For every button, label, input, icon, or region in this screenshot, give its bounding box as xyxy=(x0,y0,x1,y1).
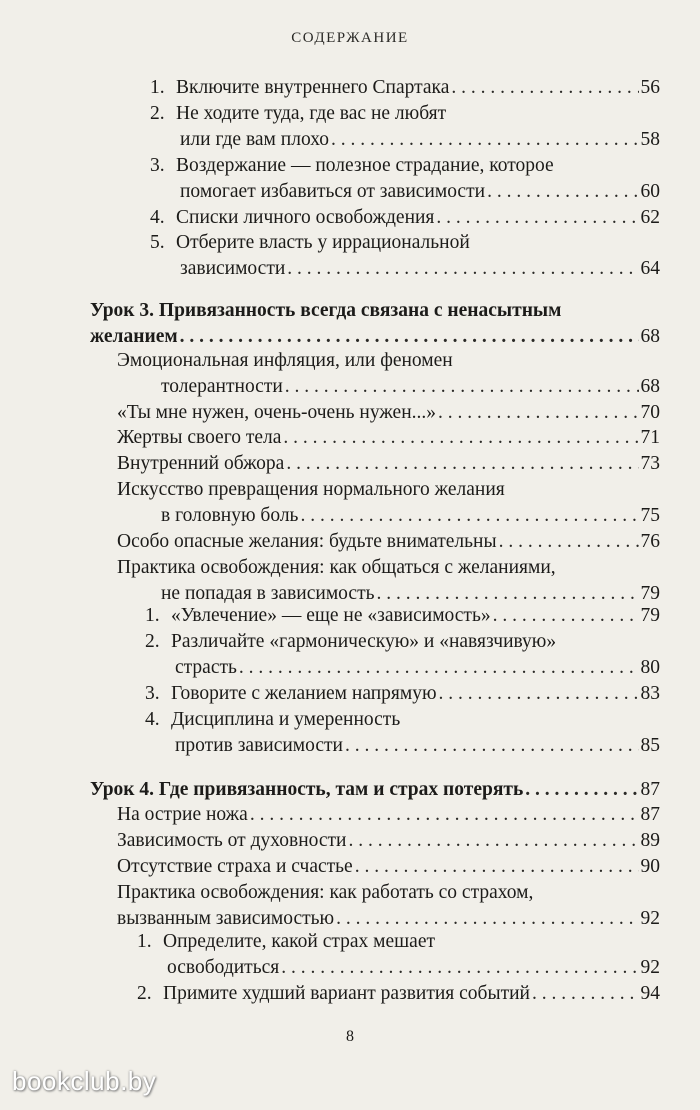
toc-page-ref: 79 xyxy=(640,583,660,604)
toc-page-ref: 79 xyxy=(640,605,660,626)
toc-page-ref: 71 xyxy=(640,427,660,448)
toc-entry-text: Урок 4. Где привязанность, там и страх потерять xyxy=(90,779,524,800)
toc-entry xyxy=(145,629,660,681)
toc-entry-text: против зависимости xyxy=(175,735,343,756)
toc-entry-text: желанием xyxy=(90,326,178,347)
dot-leader xyxy=(436,205,638,231)
toc-entry-text: Практика освобождения: как общаться с желаниями, xyxy=(117,557,556,578)
toc-entry-line xyxy=(150,179,660,205)
toc-entry-line xyxy=(150,205,660,231)
dot-leader xyxy=(285,374,639,400)
dot-leader xyxy=(439,681,639,707)
toc-page-ref: 60 xyxy=(640,181,660,202)
toc-entry xyxy=(150,153,660,205)
toc-page-ref: 73 xyxy=(640,453,660,474)
toc-entry-line xyxy=(145,681,660,707)
dot-leader xyxy=(355,854,639,880)
toc-entry-text: Зависимость от духовности xyxy=(117,830,347,851)
dot-leader xyxy=(451,75,638,101)
toc-entry-text: Говорите с желанием напрямую xyxy=(171,683,437,704)
toc-entry-line xyxy=(150,127,660,153)
toc-entry-text: Примите худший вариант развития событий xyxy=(163,983,530,1004)
toc-entry xyxy=(150,75,660,101)
toc-entry-text: толерантности xyxy=(161,376,283,397)
toc-entry xyxy=(117,425,660,451)
toc-entry-line xyxy=(145,629,660,655)
toc-entry-text: «Увлечение» — еще не «зависимость» xyxy=(171,605,491,626)
toc-entry-text: страсть xyxy=(175,657,237,678)
toc-entry-text: зависимости xyxy=(180,258,286,279)
toc-entry-text: «Ты мне нужен, очень-очень нужен...» xyxy=(117,402,437,423)
toc-page-ref: 85 xyxy=(640,735,660,756)
toc-entry-line xyxy=(117,503,660,529)
watermark-logo: bookclub.by xyxy=(12,1066,157,1096)
toc-page-ref: 58 xyxy=(640,129,660,150)
toc-entry xyxy=(117,880,660,932)
toc-entry xyxy=(117,802,660,828)
toc-entry-text: Практика освобождения: как работать со страхом, xyxy=(117,882,534,903)
toc-entry xyxy=(145,681,660,707)
toc-entry-number: 5. xyxy=(150,232,165,253)
dot-leader xyxy=(239,655,639,681)
dot-leader xyxy=(493,603,639,629)
toc-entry-text: или где вам плохо xyxy=(180,129,329,150)
toc-entry-text: Списки личного освобождения xyxy=(176,207,435,228)
toc-page-ref: 87 xyxy=(640,804,660,825)
toc-entry-line xyxy=(137,955,660,981)
toc-entry-line xyxy=(90,324,660,350)
toc-entry-text: Искусство превращения нормального желания xyxy=(117,479,505,500)
dot-leader xyxy=(345,733,639,759)
toc-entry xyxy=(117,854,660,880)
dot-leader xyxy=(283,425,638,451)
dot-leader xyxy=(532,981,639,1007)
toc-entry-line xyxy=(137,929,660,955)
dot-leader xyxy=(349,828,639,854)
dot-leader xyxy=(331,127,639,153)
toc-entry-text: Воздержание — полезное страдание, которое xyxy=(176,155,554,176)
toc-entry xyxy=(137,929,660,981)
toc-entry-line xyxy=(150,101,660,127)
toc-entry xyxy=(90,777,660,803)
toc-entry-text: Особо опасные желания: будьте внимательны xyxy=(117,531,497,552)
toc-entry-text: освободиться xyxy=(167,957,280,978)
toc-entry xyxy=(150,101,660,153)
dot-leader xyxy=(286,451,638,477)
toc-entry xyxy=(137,981,660,1007)
toc-entry xyxy=(117,451,660,477)
toc-page-ref: 76 xyxy=(640,531,660,552)
dot-leader xyxy=(250,802,639,828)
toc-entry-text: Эмоциональная инфляция, или феномен xyxy=(117,350,453,371)
toc-entry-line xyxy=(150,75,660,101)
toc-entry-line xyxy=(117,854,660,880)
toc-entry xyxy=(150,205,660,231)
toc-entry-text: Внутренний обжора xyxy=(117,453,285,474)
toc-entry xyxy=(117,555,660,607)
toc-entry-line xyxy=(117,374,660,400)
toc-entry-line xyxy=(117,477,660,503)
toc-entry-line xyxy=(145,655,660,681)
dot-leader xyxy=(180,324,639,350)
toc-entry-line xyxy=(145,707,660,733)
toc-entry-number: 1. xyxy=(145,605,160,626)
toc-entry xyxy=(117,477,660,529)
toc-entry-line xyxy=(117,529,660,555)
toc-entry-number: 4. xyxy=(150,207,165,228)
running-head: СОДЕРЖАНИЕ xyxy=(291,30,409,46)
toc-page-ref: 75 xyxy=(640,505,660,526)
toc-entry-text: вызванным зависимостью xyxy=(117,908,335,929)
toc-entry xyxy=(145,707,660,759)
toc-entry-text: Дисциплина и умеренность xyxy=(171,709,401,730)
toc-entry-number: 4. xyxy=(145,709,160,730)
toc-entry-line xyxy=(90,298,660,324)
toc-entry xyxy=(117,400,660,426)
toc-entry xyxy=(117,529,660,555)
toc-entry-number: 1. xyxy=(150,77,165,98)
toc-entry-text: в головную боль xyxy=(161,505,299,526)
toc-entry-text: не попадая в зависимость xyxy=(161,583,375,604)
toc-entry-text: На острие ножа xyxy=(117,804,248,825)
toc-entry-line xyxy=(117,828,660,854)
dot-leader xyxy=(281,955,638,981)
toc-entry-text: Жертвы своего тела xyxy=(117,427,282,448)
toc-entry-line xyxy=(150,256,660,282)
dot-leader xyxy=(438,400,638,426)
toc-page-ref: 92 xyxy=(640,908,660,929)
toc-entry-text: Отберите власть у иррациональной xyxy=(176,232,470,253)
toc-page-ref: 62 xyxy=(640,207,660,228)
toc-entry-number: 1. xyxy=(137,931,152,952)
page-number: 8 xyxy=(346,1028,354,1045)
toc-entry-text: Отсутствие страха и счастье xyxy=(117,856,353,877)
toc-entry-line xyxy=(117,425,660,451)
toc-entry-number: 2. xyxy=(150,103,165,124)
toc-page-ref: 68 xyxy=(640,376,660,397)
toc-page-ref: 70 xyxy=(640,402,660,423)
toc-entry-number: 3. xyxy=(145,683,160,704)
toc-entry xyxy=(150,230,660,282)
dot-leader xyxy=(499,529,639,555)
toc-entry-number: 3. xyxy=(150,155,165,176)
toc-entry-text: помогает избавиться от зависимости xyxy=(180,181,486,202)
toc-entry-line xyxy=(137,981,660,1007)
toc-entry-line xyxy=(117,400,660,426)
toc-entry-line xyxy=(117,451,660,477)
toc-page-ref: 92 xyxy=(640,957,660,978)
toc-page-ref: 83 xyxy=(640,683,660,704)
toc-entry-number: 2. xyxy=(137,983,152,1004)
toc-page-ref: 90 xyxy=(640,856,660,877)
dot-leader xyxy=(287,256,638,282)
toc-entry xyxy=(117,828,660,854)
dot-leader xyxy=(487,179,638,205)
toc-entry-text: Урок 3. Привязанность всегда связана с ненасытным xyxy=(90,300,562,321)
toc-entry xyxy=(117,348,660,400)
toc-entry-line xyxy=(117,555,660,581)
toc-page-ref: 87 xyxy=(640,779,660,800)
toc-entry-text: Определите, какой страх мешает xyxy=(163,931,436,952)
toc-entry-line xyxy=(145,733,660,759)
toc-entry-text: Не ходите туда, где вас не любят xyxy=(176,103,447,124)
toc-page-ref: 89 xyxy=(640,830,660,851)
dot-leader xyxy=(300,503,638,529)
toc-entry-line xyxy=(150,153,660,179)
dot-leader xyxy=(525,777,638,803)
toc-page-ref: 64 xyxy=(640,258,660,279)
toc-entry-line xyxy=(117,802,660,828)
toc-page-ref: 94 xyxy=(640,983,660,1004)
toc-entry xyxy=(90,298,660,350)
toc-entry-line xyxy=(145,603,660,629)
toc-entry-line xyxy=(150,230,660,256)
toc-entry-text: Различайте «гармоническую» и «навязчивую» xyxy=(171,631,557,652)
toc-entry-text: Включите внутреннего Спартака xyxy=(176,77,450,98)
toc-entry-line xyxy=(117,348,660,374)
toc-page-ref: 56 xyxy=(640,77,660,98)
toc-page-ref: 68 xyxy=(640,326,660,347)
toc-entry-number: 2. xyxy=(145,631,160,652)
toc-page-ref: 80 xyxy=(640,657,660,678)
toc-entry-line xyxy=(117,880,660,906)
toc-entry xyxy=(145,603,660,629)
toc-entry-line xyxy=(90,777,660,803)
